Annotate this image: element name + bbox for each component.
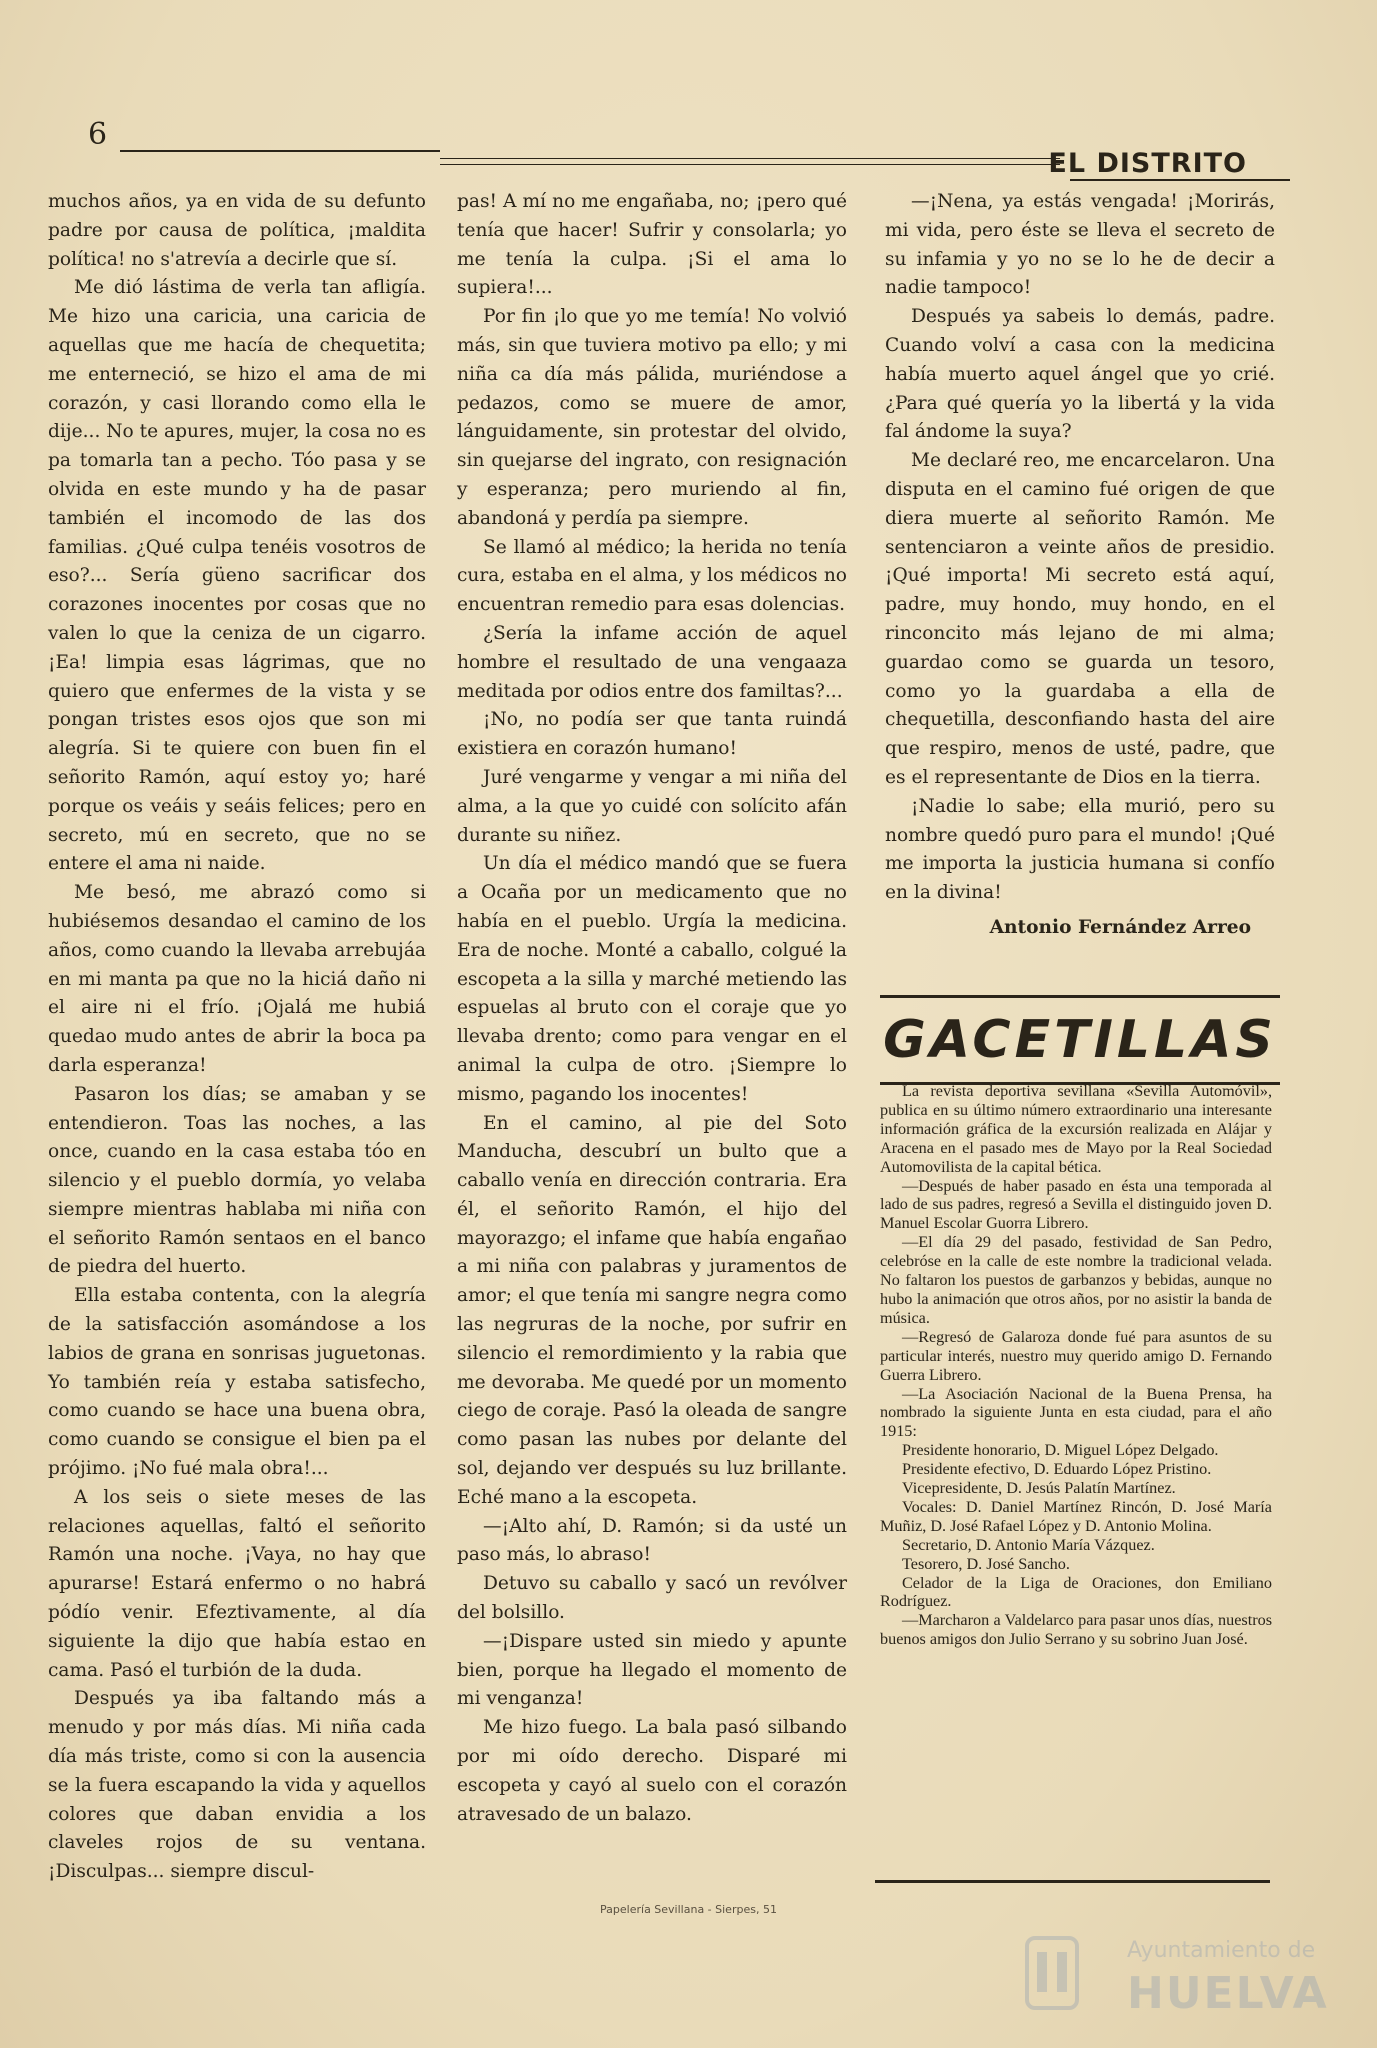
story-paragraph: muchos años, ya en vida de su defunto padre por causa de política, ¡maldita política! no s'atrevía a decirle que sí. [48, 191, 426, 270]
gacetillas-column [880, 1082, 1272, 1649]
story-paragraph: En el camino, al pie del Soto Manducha, descubrí un bulto que a caballo venía en dirección contraria. Era él, el señorito Ramón, el hijo del mayorazgo; el infame que había engañao a mi niña con palabras y juramentos de amor; el que tenía mi sangre negra como las negruras de la noche, por sufrir en silencio el remordimiento y la rabia que me devoraba. Me quedé por un momento ciego de coraje. Pasó la oleada de sangre como pasan las nubes por delante del sol, dejando ver después su luz brillante. Eché mano a la escopeta. [457, 1112, 847, 1508]
story-paragraph: ¡Nadie lo sabe; ella murió, pero su nombre quedó puro para el mundo! ¡Qué me importa la justicia humana si confío en la divina! [885, 795, 1275, 904]
news-item: —Regresó de Galaroza donde fué para asuntos de su particular interés, nuestro muy querido amigo D. Fernando Guerra Librero. [880, 1327, 1272, 1384]
story-paragraph: —¡Nena, ya estás vengada! ¡Morirás, mi vida, pero éste se lleva el secreto de su infamia y yo no se lo he de decir a nadie tampoco! [885, 191, 1275, 299]
story-paragraph: Por fin ¡lo que yo me temía! No volvió más, sin que tuviera motivo pa ello; y mi niña ca día más pálida, muriéndose a pedazos, como se muere de amor, lánguidamente, sin protestar del olvido, sin quejarse del ingrato, con resignación y esperanza; pero muriendo al fin, abandoná y perdía pa siempre. [457, 306, 847, 529]
page-number: 6 [88, 117, 108, 152]
story-paragraph: Juré vengarme y vengar a mi niña del alma, a la que yo cuidé con solícito afán durante su niñez. [457, 766, 847, 846]
story-paragraph: Me declaré reo, me encarcelaron. Una disputa en el camino fué origen de que diera muerte al señorito Ramón. Me sentenciaron a veinte años de presidio. ¡Qué importa! Mi secreto está aquí, padre, muy hondo, muy hondo, en el rinconcito más lejano de mi alma; guardao como se guarda un tesoro, como yo la guardaba a ella de chequetilla, desconfiando hasta del aire que respiro, menos de usté, padre, que es el representante de Dios en la tierra. [885, 450, 1275, 788]
news-item: Secretario, D. Antonio María Vázquez. [902, 1535, 1155, 1554]
watermark-line-1: Ayuntamiento de [1127, 1938, 1316, 1963]
story-paragraph: A los seis o siete meses de las relaciones aquellas, faltó el señorito Ramón una noche. ¡Vaya, no hay que apurarse! Estará enfermo o no habrá pódío venir. Efeztivamente, al día siguiente la dijo que había estao en cama. Pasó el turbión de la duda. [48, 1486, 426, 1681]
news-item: —Marcharon a Valdelarco para pasar unos días, nuestros buenos amigos don Julio Serrano y su sobrino Juan José. [880, 1611, 1272, 1649]
story-column-3 [885, 188, 1275, 943]
news-item: La revista deportiva sevillana «Sevilla Automóvil», publica en su último número extraordinario una interesante información gráfica de la excursión realizada en Alájar y Aracena en el pasado mes de Mayo por la Real Sociedad Automovilista de la capital bética. [880, 1082, 1272, 1176]
archive-watermark [1007, 1930, 1337, 2020]
story-column-1 [48, 188, 426, 1887]
news-item: —La Asociación Nacional de la Buena Prensa, ha nombrado la siguiente Junta en esta ciudad, para el año 1915: [880, 1384, 1272, 1441]
story-paragraph: Detuvo su caballo y sacó un revólver del bolsillo. [457, 1573, 847, 1624]
header-rule-middle [440, 158, 1060, 159]
story-column-2 [457, 188, 847, 1829]
header-rule-middle-2 [440, 164, 1060, 165]
news-item: Presidente efectivo, D. Eduardo López Pristino. [902, 1460, 1212, 1479]
story-paragraph: Ella estaba contenta, con la alegría de la satisfacción asomándose a los labios de grana en sonrisas juguetonas. Yo también reía y estaba satisfecho, como cuando se hace una buena obra, como cuando se consigue el bien pa el prójimo. ¡No fué mala obra!... [48, 1285, 426, 1480]
story-paragraph: Después ya iba faltando más a menudo y por más días. Mi niña cada día más triste, como si con la ausencia se la fuera escapando la vida y aquellos colores que daban envidia a los claveles rojos de su ventana. ¡Disculpas... siempre discul- [48, 1688, 426, 1883]
story-paragraph: Me dió lástima de verla tan afligía. Me hizo una caricia, una caricia de aquellas que me hacía de chequetita; me enterneció, se hizo el ama de mi corazón, y casi llorando como ella le dije... No te apures, mujer, la cosa no es pa tomarla tan a pecho. Tóo pasa y se olvida en este mundo y ha de pasar también el incomodo de las dos familias. ¿Qué culpa tenéis vosotros de eso?... Sería güeno sacrificar dos corazones inocentes por cosas que no valen lo que la ceniza de un cigarro. ¡Ea! limpia esas lágrimas, que no quiero que enfermes de la vista y se pongan tristes esos ojos que son mi alegría. Si te quiere con buen fin el señorito Ramón, aquí estoy yo; haré porque os veáis y seáis felices; pero en secreto, mú en secreto, que no se entere el ama ni naide. [48, 277, 426, 875]
news-item: Celador de la Liga de Oraciones, don Emiliano Rodríguez. [880, 1573, 1272, 1611]
watermark-line-2: HUELVA [1127, 1968, 1329, 2019]
header-rule-right [1070, 179, 1290, 181]
story-paragraph: pas! A mí no me engañaba, no; ¡pero qué tenía que hacer! Sufrir y consolarla; yo me tenía la culpa. ¡Si el ama lo supiera!... [457, 191, 847, 299]
news-item: Vocales: D. Daniel Martínez Rincón, D. José María Muñiz, D. José Rafael López y D. Antonio Molina. [880, 1497, 1272, 1535]
story-paragraph: Después ya sabeis lo demás, padre. Cuando volví a casa con la medicina había muerto aquel ángel que yo crié. ¿Para qué quería yo la libertá y la vida fal ándome la suya? [885, 306, 1275, 443]
gacetillas-heading: GACETILLAS [880, 995, 1280, 1085]
municipal-crest-icon [1007, 1930, 1097, 2020]
publication-masthead: EL DISTRITO [1048, 148, 1247, 179]
story-paragraph: Me hizo fuego. La bala pasó silbando por mi oído derecho. Disparé mi escopeta y cayó al suelo con el corazón atravesado de un balazo. [457, 1717, 847, 1825]
author-signature: Antonio Fernández Arreo [989, 916, 1251, 938]
story-paragraph: Un día el médico mandó que se fuera a Ocaña por un medicamento que no había en el pueblo. Urgía la medicina. Era de noche. Monté a caballo, colgué la escopeta a la silla y marché metiendo las espuelas al bruto con el coraje que yo llevaba drento; como para vengar en el animal la culpa de otro. ¡Siempre lo mismo, pagando los inocentes! [457, 853, 847, 1105]
story-paragraph: Me besó, me abrazó como si hubiésemos desandao el camino de los años, como cuando la llevaba arrebujáa en mi manta pa que no la hiciá daño ni el aire ni el frío. ¡Ojalá me hubiá quedao mudo antes de abrir la boca pa darla esperanza! [48, 882, 426, 1076]
story-paragraph: ¡No, no podía ser que tanta ruindá existiera en corazón humano! [457, 709, 847, 760]
header-rule-left [120, 150, 440, 152]
news-item: Tesorero, D. José Sancho. [902, 1554, 1070, 1573]
story-paragraph: Se llamó al médico; la herida no tenía cura, estaba en el alma, y los médicos no encuentran remedio para esas dolencias. [457, 536, 847, 616]
news-item: —El día 29 del pasado, festividad de San Pedro, celebróse en la calle de este nombre la tradicional velada. No faltaron los puestos de garbanzos y bebidas, aunque no hubo la animación que otros años, por no asistir la banda de música. [880, 1233, 1272, 1327]
story-paragraph: —¡Alto ahí, D. Ramón; si da usté un paso más, lo abraso! [457, 1515, 847, 1566]
story-paragraph: Pasaron los días; se amaban y se entendieron. Toas las noches, a las once, cuando en la casa estaba tóo en silencio y el pueblo dormía, yo velaba siempre mientras hablaba mi niña con el señorito Ramón sentaos en el banco de piedra del huerto. [48, 1083, 426, 1278]
news-item: —Después de haber pasado en ésta una temporada al lado de sus padres, regresó a Sevilla el distinguido joven D. Manuel Escolar Guorra Librero. [880, 1176, 1272, 1233]
news-item: Vicepresidente, D. Jesús Palatín Martínez. [902, 1479, 1176, 1498]
story-paragraph: —¡Dispare usted sin miedo y apunte bien, porque ha llegado el momento de mi venganza! [457, 1630, 847, 1710]
story-paragraph: ¿Sería la infame acción de aquel hombre el resultado de una vengaaza meditada por odios entre dos familtas?... [457, 622, 847, 702]
printer-footer: Papelería Sevillana - Sierpes, 51 [600, 1903, 777, 1916]
column-end-rule [875, 1880, 1270, 1883]
news-item: Presidente honorario, D. Miguel López Delgado. [902, 1441, 1219, 1460]
